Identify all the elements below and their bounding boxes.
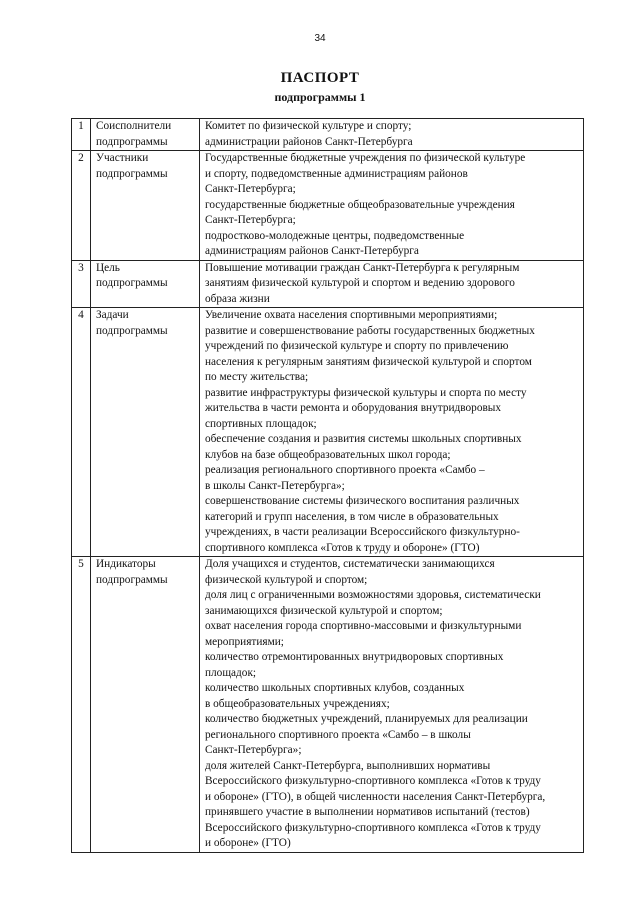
document-title: ПАСПОРТ [280,70,360,86]
row-content-line: Санкт-Петербурга; [205,183,296,195]
row-content-line: в общеобразовательных учреждениях; [205,697,390,710]
table-row [72,260,584,308]
row-content-line: занятиям физической культурой и спортом и ведению здорового [205,277,515,289]
row-label [91,151,200,261]
row-content-line: Увеличение охвата населения спортивными мероприятиями; [205,309,498,321]
row-content-line: учреждений по физической культуре и спорту по привлечению [205,340,509,352]
row-content-line: регионального спортивного проекта «Самбо – в школы [205,728,471,741]
row-label [91,260,200,308]
row-content-line: мероприятиями; [205,635,284,648]
row-content-line: спортивных площадок; [205,417,317,430]
row-content-line: подростково-молодежные центры, подведомственные [205,229,465,242]
row-label-line: подпрограммы [96,277,168,289]
row-content [200,557,584,853]
row-content-line: спортивного комплекса «Готов к труду и обороне» (ГТО) [205,541,480,554]
row-content-line: количество школьных спортивных клубов, созданных [205,682,465,694]
row-content-line: образа жизни [205,292,270,305]
row-content-line: развитие инфраструктуры физической культуры и спорта по месту [205,386,527,399]
page-number: 34 [314,33,326,44]
row-content-line: администрациям районов Санкт-Петербурга [205,245,419,257]
row-content-line: реализация регионального спортивного проекта «Самбо – [205,464,485,476]
row-content-line: принявшего участие в выполнении нормативов испытаний (тестов) [205,806,530,818]
row-content-line: Всероссийского физкультурно-спортивного комплекса «Готов к труду [205,821,541,834]
table-row [72,557,584,853]
row-number: 2 [72,151,91,261]
row-content-line: учреждениях, в части реализации Всероссийского физкультурно- [205,526,520,538]
table-row [72,151,584,261]
row-label-line: подпрограммы [96,135,168,148]
row-content [200,308,584,557]
row-content-line: охват населения города спортивно-массовыми и физкультурными [205,620,522,632]
row-label-line: Задачи [96,309,129,321]
row-content-line: категорий и групп населения, в том числе в образовательных [205,510,499,523]
row-content-line: занимающихся физической культурой и спортом; [205,604,443,617]
row-number: 3 [72,260,91,308]
row-content-line: Комитет по физической культуре и спорту; [205,120,412,132]
row-label-line: подпрограммы [96,324,168,337]
row-content-line: администрации районов Санкт-Петербурга [205,135,413,148]
row-label [91,308,200,557]
row-content-line: обеспечение создания и развития системы школьных спортивных [205,433,522,445]
row-label-line: подпрограммы [96,573,168,586]
row-content-line: доля лиц с ограниченными возможностями здоровья, систематически [205,589,541,601]
row-content-line: количество отремонтированных внутридворовых спортивных [205,651,504,663]
row-content-line: и обороне» (ГТО), в общей численности населения Санкт-Петербурга, [205,790,546,803]
table-row [72,119,584,151]
row-number: 1 [72,119,91,151]
row-content-line: площадок; [205,666,257,679]
row-label-line: Индикаторы [96,558,156,570]
table-row [72,308,584,557]
row-label [91,119,200,151]
row-content-line: государственные бюджетные общеобразовательные учреждения [205,198,515,211]
row-content-line: по месту жительства; [205,371,309,383]
row-content-line: жительства в части ремонта и оборудования внутридворовых [205,402,502,414]
row-content-line: Санкт-Петербурга»; [205,744,302,756]
row-content-line: Повышение мотивации граждан Санкт-Петербурга к регулярным [205,261,520,274]
row-content-line: населения к регулярным занятиям физической культурой и спортом [205,355,532,368]
passport-table [71,118,584,853]
row-label-line: подпрограммы [96,167,168,180]
row-content-line: клубов на базе общеобразовательных школ города; [205,448,451,461]
row-number: 4 [72,308,91,557]
row-content-line: Санкт-Петербурга; [205,214,296,226]
row-label-line: Соисполнители [96,120,172,132]
row-label-line: Цель [96,261,120,274]
row-content [200,260,584,308]
row-content-line: физической культурой и спортом; [205,573,368,586]
row-content-line: в школы Санкт-Петербурга»; [205,479,345,492]
row-content [200,119,584,151]
row-number: 5 [72,557,91,853]
row-content-line: доля жителей Санкт-Петербурга, выполнивших нормативы [205,759,491,772]
row-content-line: и спорту, подведомственные администрациям районов [205,167,468,180]
row-label-line: Участники [96,152,149,164]
row-label [91,557,200,853]
row-content [200,151,584,261]
row-content-line: и обороне» (ГТО) [205,837,291,849]
document-subtitle: подпрограммы 1 [274,90,366,104]
row-content-line: количество бюджетных учреждений, планируемых для реализации [205,713,528,725]
row-content-line: Доля учащихся и студентов, систематически занимающихся [205,558,495,570]
row-content-line: совершенствование системы физического воспитания различных [205,495,520,507]
row-content-line: Государственные бюджетные учреждения по физической культуре [205,152,526,164]
row-content-line: развитие и совершенствование работы государственных бюджетных [205,324,535,337]
row-content-line: Всероссийского физкультурно-спортивного комплекса «Готов к труду [205,775,541,787]
